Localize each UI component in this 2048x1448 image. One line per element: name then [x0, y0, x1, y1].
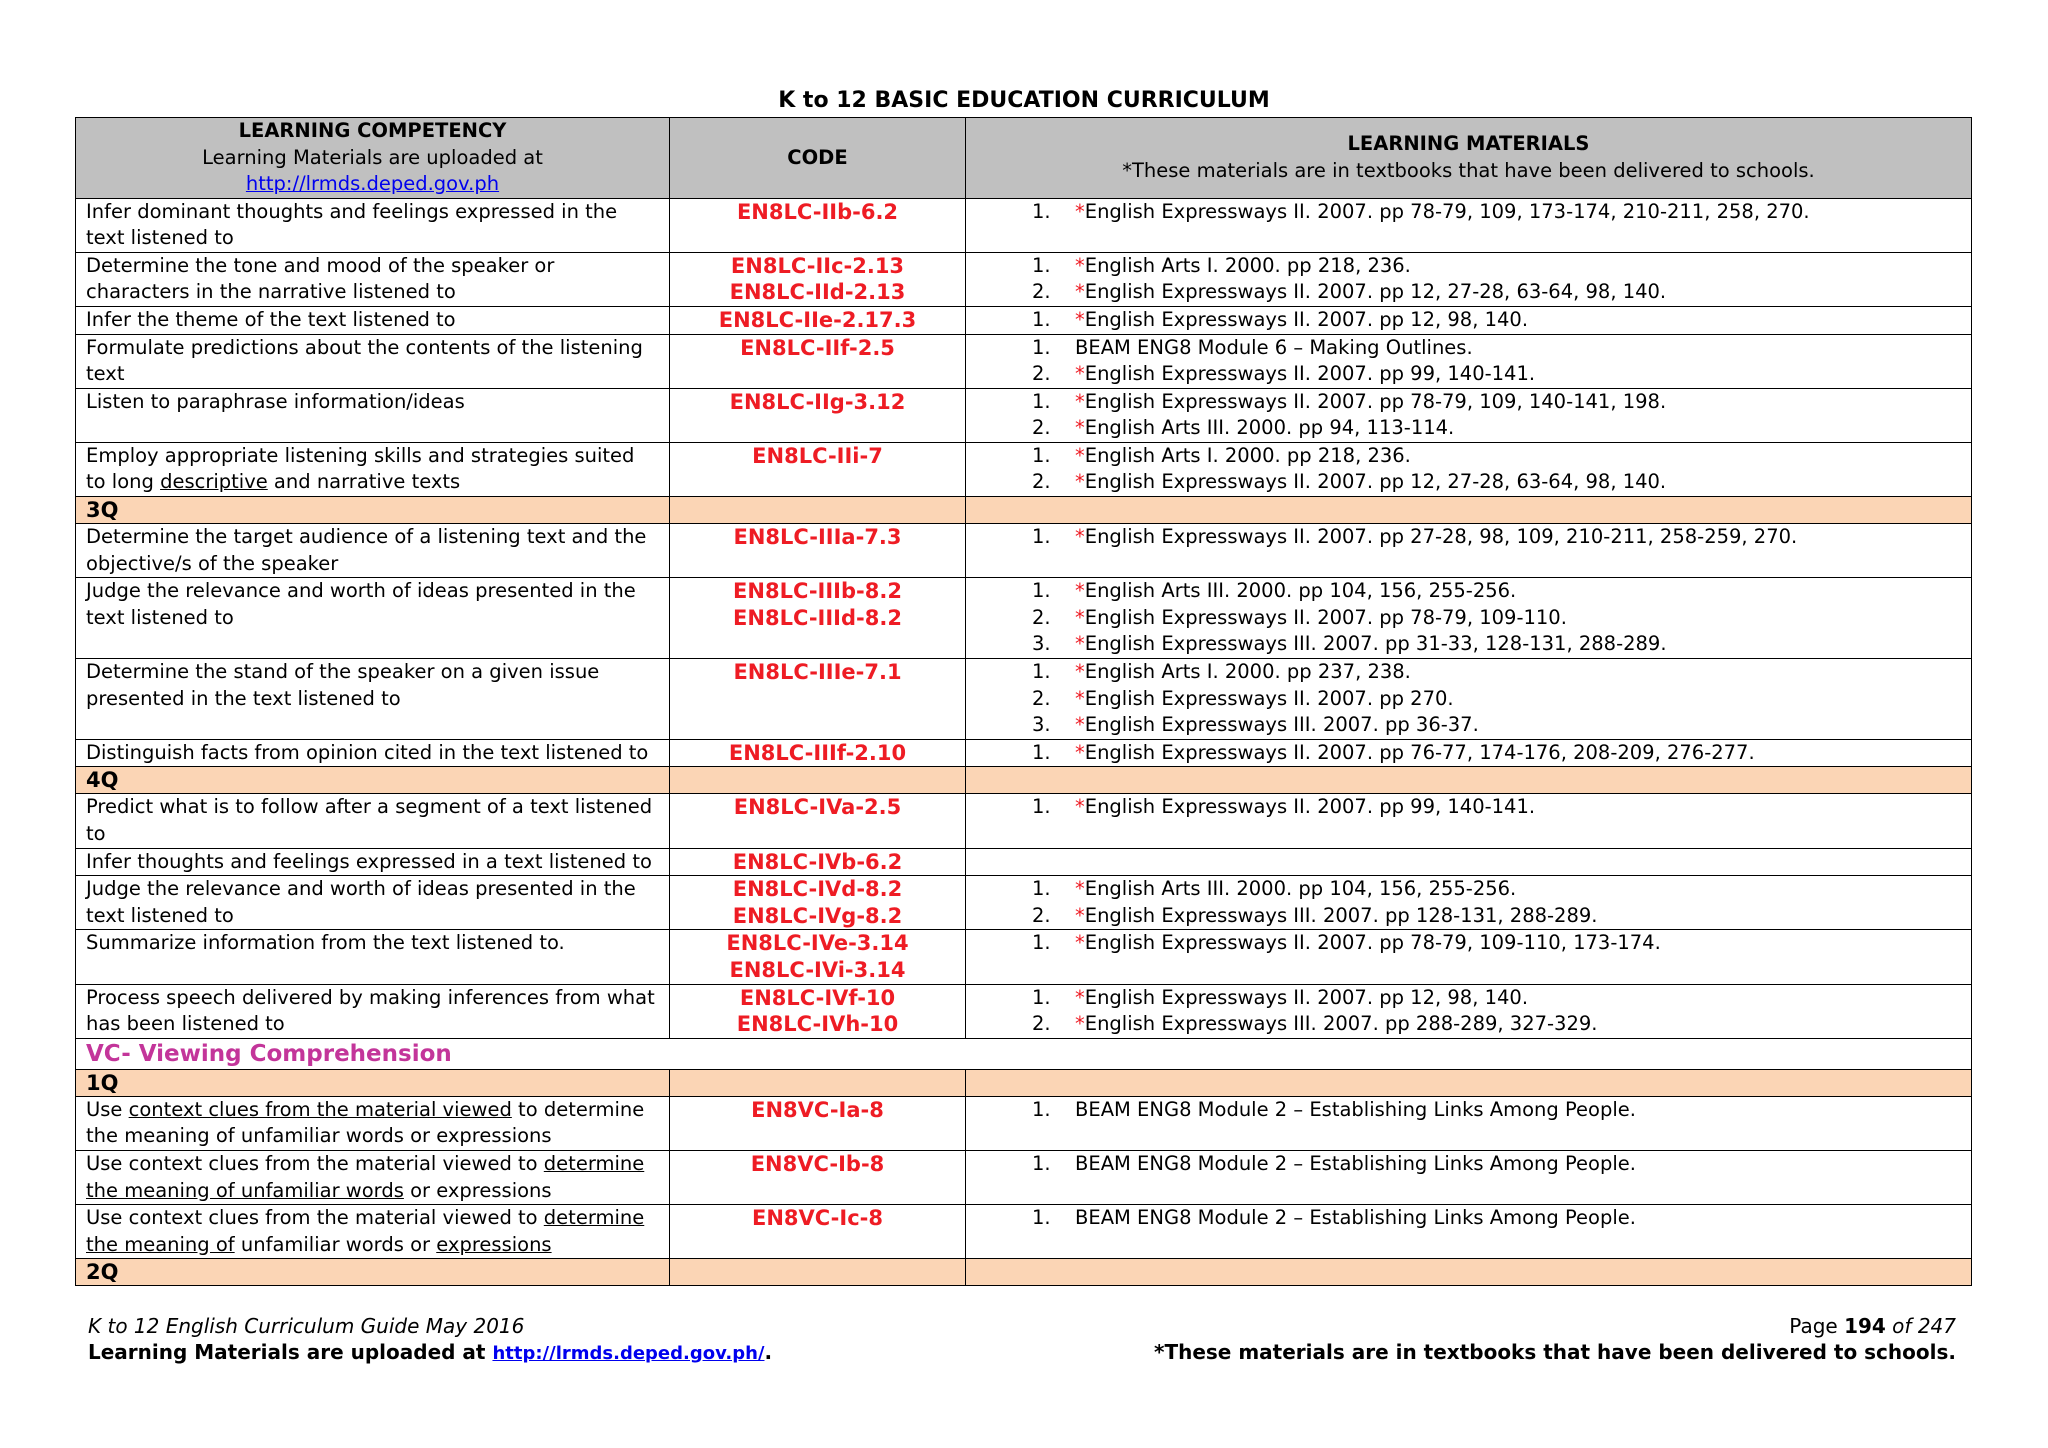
code-cell	[670, 739, 966, 767]
competency-cell	[76, 1205, 670, 1259]
competency-code: EN8LC-IVa-2.5	[733, 795, 902, 820]
materials-cell	[966, 739, 1972, 767]
material-text: English Arts I. 2000. pp 237, 238.	[1084, 660, 1411, 683]
material-text: English Arts I. 2000. pp 218, 236.	[1084, 443, 1411, 467]
material-number: 1.	[1032, 579, 1051, 603]
materials-cell	[966, 794, 1972, 848]
material-number: 1.	[1032, 1206, 1051, 1230]
material-text: BEAM ENG8 Module 2 – Establishing Links Among People.	[1075, 1206, 1636, 1230]
materials-note: *These materials are in textbooks that have been delivered to schools.	[1154, 1340, 1956, 1364]
material-item	[976, 469, 1961, 496]
material-item	[976, 578, 1961, 605]
material-number: 3.	[1032, 713, 1051, 736]
asterisk-mark: *	[1075, 525, 1085, 549]
table-row	[76, 848, 1972, 876]
material-number: 2.	[1032, 470, 1051, 494]
material-text: English Arts III. 2000. pp 104, 156, 255-256.	[1084, 877, 1517, 901]
quarter-row	[76, 1259, 1972, 1286]
asterisk-mark: *	[1075, 253, 1085, 277]
code-cell	[670, 252, 966, 306]
code-cell	[670, 388, 966, 442]
table-row	[76, 984, 1972, 1038]
material-text: English Expressways II. 2007. pp 99, 140-141.	[1084, 795, 1536, 819]
materials-list	[976, 443, 1961, 496]
material-item	[976, 985, 1961, 1012]
table-row	[76, 252, 1972, 306]
page-number	[1154, 1313, 1956, 1339]
material-text: English Expressways II. 2007. pp 270.	[1084, 686, 1454, 710]
competency-cell: Infer dominant thoughts and feelings expressed in the text listened to	[76, 198, 670, 252]
materials-cell	[966, 1096, 1972, 1150]
table-row	[76, 1096, 1972, 1150]
table-row	[76, 442, 1972, 496]
quarter-row	[76, 1069, 1972, 1096]
material-item	[976, 335, 1961, 362]
competency-text: Use context clues from the material viewed to	[86, 1206, 544, 1230]
material-item	[976, 876, 1961, 903]
materials-cell	[966, 252, 1972, 306]
material-item	[976, 740, 1961, 767]
code-cell	[670, 848, 966, 876]
table-row	[76, 876, 1972, 930]
competency-text: descriptive	[160, 470, 268, 494]
lm-note-text: Learning Materials are uploaded at	[88, 1340, 493, 1364]
competency-code: EN8LC-IIf-2.5	[740, 335, 895, 360]
material-item	[976, 903, 1961, 930]
asterisk-mark: *	[1075, 985, 1085, 1009]
materials-cell	[966, 388, 1972, 442]
materials-header-title: LEARNING MATERIALS	[1347, 132, 1590, 156]
lrmds-link[interactable]: http://lrmds.deped.gov.ph	[245, 172, 500, 195]
asterisk-mark: *	[1075, 199, 1085, 223]
page-total: of 247	[1885, 1314, 1956, 1338]
code-cell	[670, 659, 966, 740]
asterisk-mark: *	[1075, 470, 1085, 494]
materials-list	[976, 876, 1961, 929]
material-number: 1.	[1032, 335, 1051, 359]
competency-code: EN8LC-IVg-8.2	[732, 903, 903, 928]
asterisk-mark: *	[1075, 579, 1085, 603]
footer-left	[88, 1313, 772, 1367]
table-body	[76, 198, 1972, 1286]
material-text: English Arts I. 2000. pp 218, 236.	[1084, 253, 1411, 277]
competency-text: Use	[86, 1097, 129, 1121]
code-header	[670, 118, 966, 199]
asterisk-mark: *	[1075, 389, 1085, 413]
material-item	[976, 659, 1961, 686]
competency-cell: Judge the relevance and worth of ideas presented in the text listened to	[76, 876, 670, 930]
materials-cell	[966, 876, 1972, 930]
asterisk-mark: *	[1075, 443, 1085, 467]
material-number: 1.	[1032, 525, 1051, 549]
material-number: 2.	[1032, 686, 1051, 710]
quarter-empty-cell	[966, 1259, 1972, 1286]
material-number: 2.	[1032, 362, 1051, 386]
materials-cell	[966, 334, 1972, 388]
table-row	[76, 198, 1972, 252]
material-number: 3.	[1032, 632, 1051, 656]
material-number: 1.	[1032, 199, 1051, 223]
code-cell	[670, 984, 966, 1038]
materials-header-subtitle: *These materials are in textbooks that have been delivered to schools.	[1122, 158, 1815, 182]
competency-code: EN8LC-IIIe-7.1	[733, 660, 902, 684]
material-number: 1.	[1032, 877, 1051, 901]
asterisk-mark: *	[1075, 877, 1085, 901]
competency-code: EN8LC-IVi-3.14	[729, 957, 906, 982]
quarter-label: 4Q	[76, 767, 670, 794]
materials-list	[976, 389, 1961, 442]
quarter-empty-cell	[966, 1069, 1972, 1096]
material-number: 2.	[1032, 1012, 1051, 1036]
code-cell	[670, 442, 966, 496]
competency-code: EN8LC-IVd-8.2	[732, 877, 903, 902]
competency-cell: Process speech delivered by making inferences from what has been listened to	[76, 984, 670, 1038]
competency-code: EN8LC-IId-2.13	[729, 280, 906, 305]
material-item	[976, 712, 1961, 739]
competency-code: EN8LC-IIId-8.2	[733, 605, 902, 630]
competency-cell	[76, 1096, 670, 1150]
material-item	[976, 389, 1961, 416]
materials-cell	[966, 578, 1972, 659]
quarter-label: 3Q	[76, 497, 670, 524]
material-item	[976, 307, 1961, 334]
material-item	[976, 199, 1961, 226]
material-text: English Expressways III. 2007. pp 128-131, 288-289.	[1084, 903, 1598, 927]
materials-header	[966, 118, 1972, 199]
page-current: 194	[1844, 1314, 1886, 1338]
competency-code: EN8LC-IIe-2.17.3	[718, 307, 917, 332]
code-cell	[670, 524, 966, 578]
material-item	[976, 279, 1961, 306]
materials-cell	[966, 1151, 1972, 1205]
material-number: 1.	[1032, 389, 1051, 413]
materials-cell	[966, 930, 1972, 984]
competency-code: EN8LC-IIIa-7.3	[733, 525, 902, 550]
code-cell	[670, 306, 966, 334]
material-text: English Expressways II. 2007. pp 78-79, 109, 140-141, 198.	[1084, 389, 1667, 413]
material-text: BEAM ENG8 Module 2 – Establishing Links Among People.	[1075, 1097, 1636, 1121]
code-cell	[670, 794, 966, 848]
table-row	[76, 930, 1972, 984]
material-item	[976, 686, 1961, 713]
table-row	[76, 334, 1972, 388]
competency-code: EN8LC-IIc-2.13	[730, 253, 905, 278]
competency-code: EN8LC-IVh-10	[736, 1012, 899, 1037]
material-item	[976, 415, 1961, 442]
material-item	[976, 1205, 1961, 1232]
competency-code: EN8LC-IIg-3.12	[729, 389, 906, 414]
material-item	[976, 1151, 1961, 1178]
material-number: 1.	[1032, 931, 1051, 955]
material-number: 2.	[1032, 903, 1051, 927]
code-cell	[670, 198, 966, 252]
competency-text: determine the meaning of	[86, 1206, 645, 1256]
material-number: 2.	[1032, 605, 1051, 629]
quarter-empty-cell	[670, 1259, 966, 1286]
material-text: English Expressways II. 2007. pp 12, 98, 140.	[1084, 307, 1529, 331]
materials-list	[976, 335, 1961, 388]
material-item	[976, 631, 1961, 658]
materials-cell	[966, 1205, 1972, 1259]
material-text: English Expressways II. 2007. pp 12, 27-28, 63-64, 98, 140.	[1084, 280, 1667, 304]
material-text: English Expressways II. 2007. pp 99, 140-141.	[1084, 362, 1536, 386]
material-number: 2.	[1032, 280, 1051, 304]
asterisk-mark: *	[1075, 632, 1085, 656]
material-text: BEAM ENG8 Module 6 – Making Outlines.	[1075, 335, 1473, 359]
material-text: BEAM ENG8 Module 2 – Establishing Links Among People.	[1075, 1152, 1636, 1175]
asterisk-mark: *	[1075, 605, 1085, 629]
material-item	[976, 361, 1961, 388]
material-text: English Expressways III. 2007. pp 288-289, 327-329.	[1084, 1012, 1598, 1036]
code-cell	[670, 1096, 966, 1150]
quarter-empty-cell	[966, 767, 1972, 794]
material-item	[976, 524, 1961, 551]
materials-list	[976, 1097, 1961, 1124]
competency-cell	[76, 1151, 670, 1205]
competency-cell: Judge the relevance and worth of ideas presented in the text listened to	[76, 578, 670, 659]
guide-label: K to 12 English Curriculum Guide May 2016	[88, 1314, 525, 1338]
competency-text: and narrative texts	[267, 470, 461, 494]
code-header-title: CODE	[787, 145, 848, 169]
materials-list	[976, 930, 1961, 957]
competency-cell: Predict what is to follow after a segment of a text listened to	[76, 794, 670, 848]
competency-cell: Infer thoughts and feelings expressed in a text listened to	[76, 848, 670, 876]
material-number: 1.	[1032, 1152, 1051, 1175]
material-number: 1.	[1032, 253, 1051, 277]
asterisk-mark: *	[1075, 307, 1085, 331]
materials-list	[976, 199, 1961, 226]
materials-list	[976, 1205, 1961, 1232]
material-number: 1.	[1032, 795, 1051, 819]
material-text: English Expressways II. 2007. pp 78-79, 109, 173-174, 210-211, 258, 270.	[1084, 199, 1810, 223]
curriculum-table	[75, 117, 1972, 1286]
asterisk-mark: *	[1075, 1012, 1085, 1036]
competency-cell: Formulate predictions about the contents of the listening text	[76, 334, 670, 388]
competency-text: determine the meaning of unfamiliar words	[86, 1152, 645, 1202]
material-text: English Arts III. 2000. pp 94, 113-114.	[1084, 416, 1455, 440]
material-number: 1.	[1032, 443, 1051, 467]
table-header-row	[76, 118, 1972, 199]
table-row	[76, 1205, 1972, 1259]
code-cell	[670, 578, 966, 659]
material-item	[976, 794, 1961, 821]
competency-code: EN8LC-IIi-7	[752, 443, 883, 468]
materials-list	[976, 307, 1961, 334]
material-text: English Expressways III. 2007. pp 36-37.	[1084, 713, 1479, 736]
competency-code: EN8LC-IIIf-2.10	[728, 740, 907, 765]
material-text: English Arts III. 2000. pp 104, 156, 255-256.	[1084, 579, 1517, 603]
asterisk-mark: *	[1075, 795, 1085, 819]
competency-cell: Listen to paraphrase information/ideas	[76, 388, 670, 442]
materials-list	[976, 1151, 1961, 1178]
material-item	[976, 605, 1961, 632]
materials-list	[976, 985, 1961, 1038]
material-number: 1.	[1032, 660, 1051, 683]
material-text: English Expressways II. 2007. pp 76-77, 174-176, 208-209, 276-277.	[1084, 740, 1755, 764]
asterisk-mark: *	[1075, 903, 1085, 927]
material-number: 2.	[1032, 416, 1051, 440]
competency-cell	[76, 442, 670, 496]
code-cell	[670, 1151, 966, 1205]
code-cell	[670, 876, 966, 930]
competency-code: EN8VC-Ic-8	[752, 1206, 883, 1231]
materials-list	[976, 253, 1961, 306]
competency-text: expressions	[436, 1232, 552, 1256]
materials-list	[976, 524, 1961, 551]
table-row	[76, 739, 1972, 767]
material-item	[976, 443, 1961, 470]
quarter-label: 1Q	[76, 1069, 670, 1096]
quarter-row	[76, 497, 1972, 524]
code-cell	[670, 334, 966, 388]
competency-text: context clues from the material viewed	[128, 1097, 512, 1121]
materials-list	[976, 659, 1961, 739]
page-label: Page	[1789, 1314, 1845, 1338]
asterisk-mark: *	[1075, 686, 1085, 710]
table-row	[76, 388, 1972, 442]
materials-cell	[966, 984, 1972, 1038]
materials-list	[976, 740, 1961, 767]
asterisk-mark: *	[1075, 713, 1085, 736]
materials-list	[976, 794, 1961, 821]
page-title: K to 12 BASIC EDUCATION CURRICULUM	[778, 88, 1270, 113]
table-row	[76, 306, 1972, 334]
material-item	[976, 1097, 1961, 1124]
competency-cell: Distinguish facts from opinion cited in the text listened to	[76, 739, 670, 767]
competency-code: EN8LC-IVe-3.14	[726, 931, 909, 956]
material-text: English Expressways II. 2007. pp 78-79, 109-110.	[1084, 605, 1567, 629]
section-title: VC- Viewing Comprehension	[76, 1038, 1972, 1069]
competency-text: Use context clues from the material viewed to	[86, 1152, 544, 1175]
competency-text: or expressions	[403, 1178, 552, 1202]
competency-code: EN8VC-Ia-8	[751, 1097, 884, 1122]
asterisk-mark: *	[1075, 740, 1085, 764]
materials-cell	[966, 306, 1972, 334]
competency-cell: Determine the stand of the speaker on a given issue presented in the text listened to	[76, 659, 670, 740]
materials-list	[976, 578, 1961, 658]
table-row	[76, 794, 1972, 848]
competency-cell: Summarize information from the text listened to.	[76, 930, 670, 984]
lm-note	[88, 1339, 772, 1367]
materials-cell	[966, 198, 1972, 252]
competency-text: to determine the meaning of unfamiliar words or expressions	[86, 1097, 645, 1148]
material-text: English Expressways II. 2007. pp 78-79, 109-110, 173-174.	[1084, 931, 1661, 955]
material-item	[976, 930, 1961, 957]
materials-cell	[966, 848, 1972, 876]
competency-code: EN8VC-Ib-8	[750, 1152, 885, 1176]
code-cell	[670, 1205, 966, 1259]
material-text: English Expressways II. 2007. pp 27-28, 98, 109, 210-211, 258-259, 270.	[1084, 525, 1798, 549]
material-text: English Expressways III. 2007. pp 31-33, 128-131, 288-289.	[1084, 632, 1667, 656]
competency-code: EN8LC-IIIb-8.2	[733, 579, 902, 604]
competency-cell: Determine the target audience of a listening text and the objective/s of the speaker	[76, 524, 670, 578]
table-row	[76, 578, 1972, 659]
competency-cell: Infer the theme of the text listened to	[76, 306, 670, 334]
competency-cell: Determine the tone and mood of the speaker or characters in the narrative listened to	[76, 252, 670, 306]
material-number: 1.	[1032, 985, 1051, 1009]
material-number: 1.	[1032, 740, 1051, 764]
table-row	[76, 524, 1972, 578]
material-number: 1.	[1032, 307, 1051, 331]
table-row	[76, 1151, 1972, 1205]
materials-cell	[966, 659, 1972, 740]
competency-text: Employ appropriate listening skills and strategies suited to long	[86, 443, 635, 494]
material-text: English Expressways II. 2007. pp 12, 27-28, 63-64, 98, 140.	[1084, 470, 1667, 494]
materials-cell	[966, 524, 1972, 578]
asterisk-mark: *	[1075, 362, 1085, 386]
competency-header	[76, 118, 670, 199]
code-cell	[670, 930, 966, 984]
quarter-empty-cell	[966, 497, 1972, 524]
competency-code: EN8LC-IVf-10	[739, 985, 896, 1010]
competency-text: unfamiliar words or	[234, 1232, 437, 1256]
table-row	[76, 659, 1972, 740]
competency-code: EN8LC-IVb-6.2	[732, 849, 903, 874]
quarter-label: 2Q	[76, 1259, 670, 1286]
competency-header-subtitle: Learning Materials are uploaded at	[202, 145, 543, 169]
section-row	[76, 1038, 1972, 1069]
quarter-row	[76, 767, 1972, 794]
quarter-empty-cell	[670, 767, 966, 794]
material-number: 1.	[1032, 1097, 1051, 1121]
material-item	[976, 1011, 1961, 1038]
quarter-empty-cell	[670, 497, 966, 524]
quarter-empty-cell	[670, 1069, 966, 1096]
asterisk-mark: *	[1075, 660, 1085, 683]
footer-right	[1154, 1313, 1956, 1365]
asterisk-mark: *	[1075, 416, 1085, 440]
lm-note-link[interactable]: http://lrmds.deped.gov.ph/	[492, 1343, 765, 1364]
asterisk-mark: *	[1075, 280, 1085, 304]
asterisk-mark: *	[1075, 931, 1085, 955]
material-item	[976, 253, 1961, 280]
lm-note-end: .	[764, 1340, 773, 1364]
material-text: English Expressways II. 2007. pp 12, 98, 140.	[1084, 985, 1529, 1009]
materials-cell	[966, 442, 1972, 496]
competency-code: EN8LC-IIb-6.2	[736, 199, 899, 224]
competency-header-title: LEARNING COMPETENCY	[238, 119, 507, 142]
